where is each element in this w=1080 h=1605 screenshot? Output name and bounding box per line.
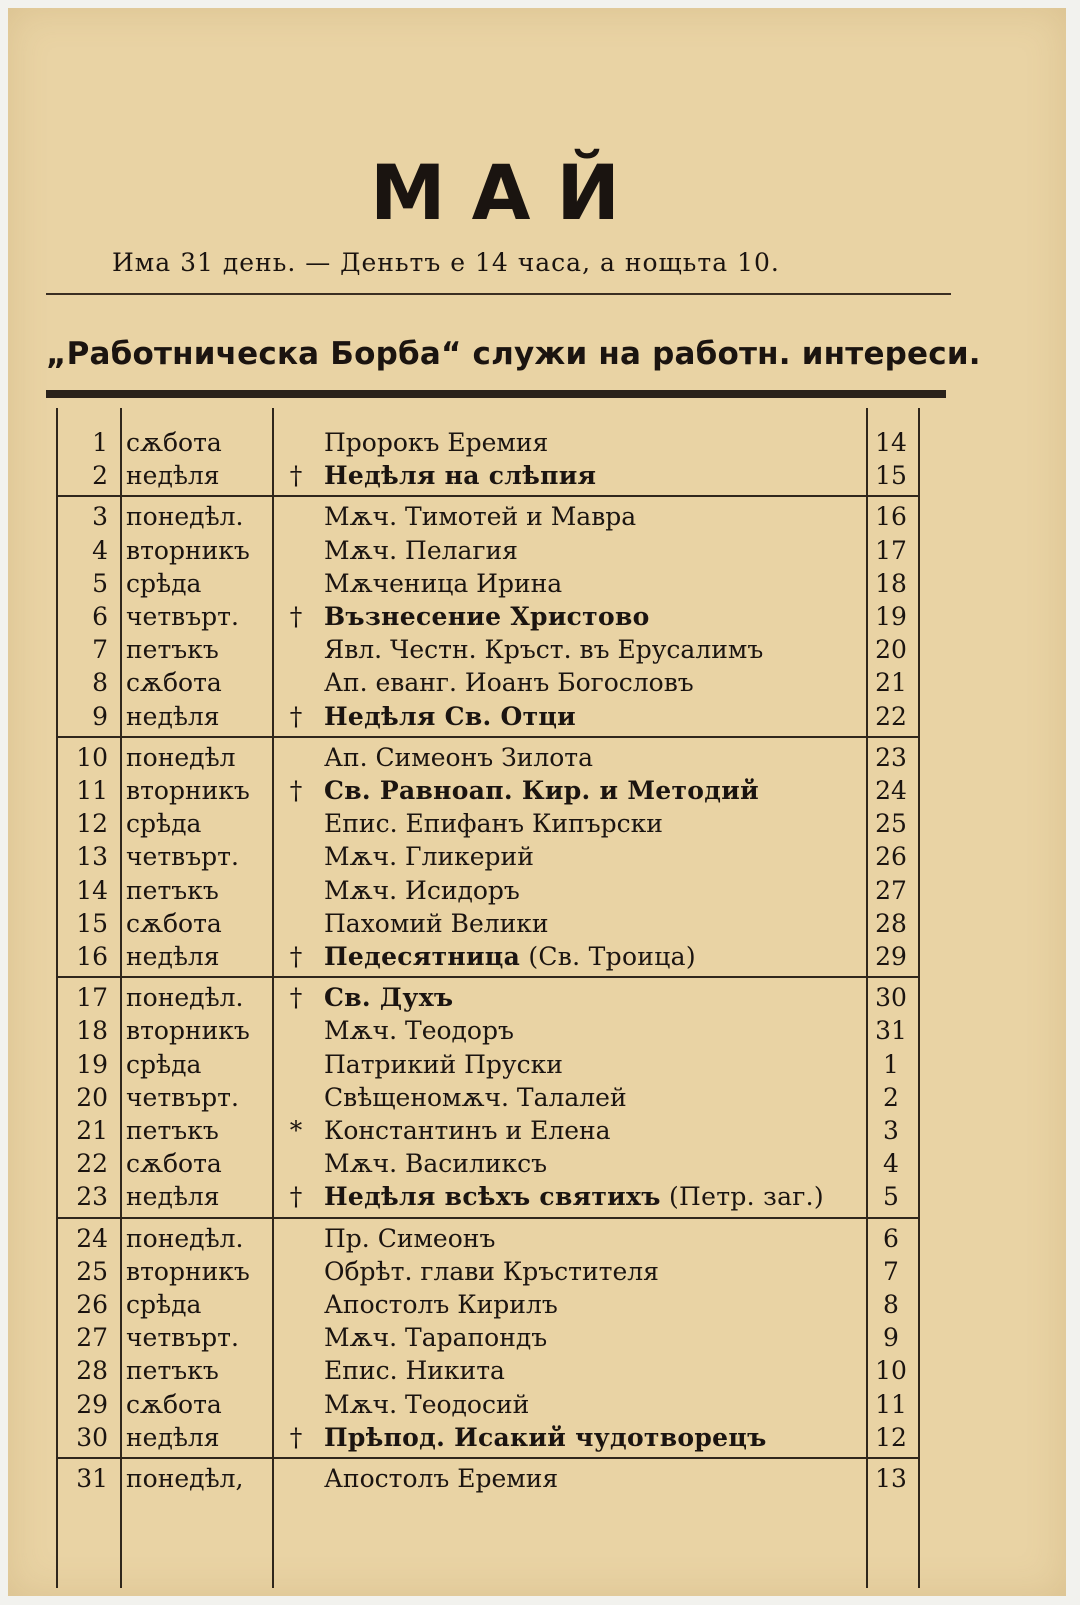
weekday: петъкъ	[126, 635, 219, 665]
weekday: недѣля	[126, 701, 220, 731]
weekday: сѫбота	[126, 1389, 222, 1419]
saint-text: Обрѣт. глави Кръстителя	[324, 1256, 659, 1286]
weekday: вторникъ	[126, 1256, 250, 1286]
saint-text: Св. Духъ	[324, 983, 454, 1013]
almanac-page	[8, 8, 1066, 1596]
cross-mark: †	[289, 701, 303, 731]
calendar-row	[56, 874, 948, 907]
day-number: 27	[76, 1323, 108, 1353]
calendar-row	[56, 1222, 948, 1255]
saint-text: Пр. Симеонъ	[324, 1223, 496, 1253]
calendar-row	[56, 1354, 948, 1387]
cross-mark: †	[289, 942, 303, 971]
saint-text: Патрикий Пруски	[324, 1049, 563, 1079]
weekday: недѣля	[126, 461, 220, 491]
day-number: 22	[76, 1149, 108, 1179]
saint-name	[324, 1421, 767, 1454]
day-number: 5	[92, 568, 108, 598]
saint-name	[324, 459, 596, 492]
saint-name	[324, 774, 759, 807]
weekday: недѣля	[126, 942, 220, 971]
saint-text: Мѫч. Тарапондъ	[324, 1323, 548, 1353]
calendar-row	[56, 633, 948, 666]
saint-name	[324, 1081, 627, 1114]
saint-suffix: (Св. Троица)	[520, 942, 696, 971]
old-style-date: 15	[875, 461, 907, 491]
motto: „Работническа Борба“ служи на работн. интереси.	[46, 336, 981, 372]
old-style-date: 30	[875, 983, 907, 1013]
saint-text: Ап. Симеонъ Зилота	[324, 742, 593, 772]
saint-text: Мѫч. Теодосий	[324, 1389, 530, 1419]
saint-name	[324, 500, 636, 533]
old-style-date: 5	[883, 1182, 899, 1212]
saint-text: Педесятница	[324, 942, 521, 971]
asterisk-mark: *	[289, 1116, 303, 1145]
weekday: срѣда	[126, 809, 202, 839]
day-number: 19	[76, 1049, 108, 1079]
saint-text: Св. Равноап. Кир. и Методий	[324, 776, 759, 805]
weekday: срѣда	[126, 1049, 202, 1079]
saint-name	[324, 567, 562, 600]
saint-name	[324, 534, 518, 567]
weekday: вторникъ	[126, 535, 250, 565]
calendar-row	[56, 500, 948, 533]
calendar-row	[56, 534, 948, 567]
saint-text: Недѣля Св. Отци	[324, 701, 577, 731]
weekday: понедѣл.	[126, 1223, 244, 1253]
calendar-row	[56, 907, 948, 940]
old-style-date: 18	[875, 568, 907, 598]
weekday: сѫбота	[126, 428, 222, 457]
old-style-date: 27	[875, 875, 907, 905]
saint-name	[324, 600, 650, 633]
weekday: вторникъ	[126, 1016, 250, 1046]
saint-text: Константинъ и Елена	[324, 1116, 611, 1145]
day-number: 9	[92, 701, 108, 731]
divider-line	[46, 293, 951, 295]
day-number: 14	[76, 875, 108, 905]
saint-text: Мѫч. Теодоръ	[324, 1016, 514, 1046]
saint-name	[324, 840, 534, 873]
page-title: МАЙ	[369, 148, 647, 237]
day-number: 29	[76, 1389, 108, 1419]
old-style-date: 26	[875, 842, 907, 872]
calendar-row	[56, 940, 948, 973]
saint-text: Апостолъ Кирилъ	[324, 1290, 558, 1319]
calendar-row	[56, 807, 948, 840]
saint-name	[324, 700, 576, 733]
month-info: Има 31 день. — Деньтъ е 14 часа, а нощьта 10.	[112, 248, 780, 277]
saint-name	[324, 633, 763, 666]
old-style-date: 19	[875, 602, 907, 631]
weekday: сѫбота	[126, 668, 222, 698]
saint-name	[324, 1147, 547, 1180]
old-style-date: 14	[875, 428, 907, 457]
calendar-row	[56, 1388, 948, 1421]
day-number: 2	[92, 461, 108, 491]
old-style-date: 25	[875, 809, 907, 839]
day-number: 13	[76, 842, 108, 872]
day-number: 10	[76, 742, 108, 772]
calendar-row	[56, 1014, 948, 1047]
weekday: вторникъ	[126, 776, 250, 805]
cross-mark: †	[289, 776, 303, 805]
saint-text: Ап. еванг. Иоанъ Богословъ	[324, 668, 694, 698]
old-style-date: 3	[883, 1116, 899, 1145]
day-number: 1	[92, 428, 108, 457]
day-number: 31	[76, 1464, 108, 1493]
calendar-row	[56, 1321, 948, 1354]
thick-divider	[46, 390, 946, 398]
calendar-row	[56, 1255, 948, 1288]
saint-text: Епис. Никита	[324, 1356, 505, 1386]
weekday: четвърт.	[126, 602, 239, 631]
weekday: петъкъ	[126, 1116, 219, 1145]
day-number: 12	[76, 809, 108, 839]
calendar-row	[56, 666, 948, 699]
weekday: понедѣл.	[126, 983, 244, 1013]
saint-name	[324, 940, 696, 973]
saint-name	[324, 1462, 558, 1495]
cross-mark: †	[289, 1422, 303, 1452]
saint-name	[324, 1180, 824, 1213]
old-style-date: 24	[875, 776, 907, 805]
saint-name	[324, 666, 694, 699]
saint-name	[324, 1288, 558, 1321]
saint-text: Мѫч. Тимотей и Мавра	[324, 502, 637, 532]
weekday: срѣда	[126, 568, 202, 598]
old-style-date: 4	[883, 1149, 899, 1179]
saint-text: Мѫченица Ирина	[324, 568, 563, 598]
weekday: понедѣл.	[126, 502, 244, 532]
calendar-row	[56, 1288, 948, 1321]
day-number: 11	[76, 776, 108, 805]
day-number: 26	[76, 1290, 108, 1319]
day-number: 7	[92, 635, 108, 665]
day-number: 17	[76, 983, 108, 1013]
old-style-date: 23	[875, 742, 907, 772]
saint-text: Възнесение Христово	[324, 602, 650, 631]
day-number: 23	[76, 1182, 108, 1212]
calendar-row	[56, 1081, 948, 1114]
saint-name	[324, 874, 520, 907]
day-number: 15	[76, 908, 108, 938]
saint-name	[324, 1354, 505, 1387]
cross-mark: †	[289, 461, 303, 491]
day-number: 18	[76, 1016, 108, 1046]
saint-name	[324, 1222, 495, 1255]
day-number: 21	[76, 1116, 108, 1145]
weekday: недѣля	[126, 1422, 220, 1452]
old-style-date: 2	[883, 1082, 899, 1112]
old-style-date: 1	[883, 1049, 899, 1079]
day-number: 4	[92, 535, 108, 565]
weekday: четвърт.	[126, 1323, 239, 1353]
old-style-date: 31	[875, 1016, 907, 1046]
week-separator	[56, 736, 918, 738]
old-style-date: 21	[875, 668, 907, 698]
day-number: 30	[76, 1422, 108, 1452]
old-style-date: 7	[883, 1256, 899, 1286]
saint-name	[324, 1321, 547, 1354]
calendar-row	[56, 741, 948, 774]
day-number: 28	[76, 1356, 108, 1386]
saint-name	[324, 907, 549, 940]
saint-text: Пророкъ Еремия	[324, 428, 549, 457]
weekday: петъкъ	[126, 1356, 219, 1386]
weekday: недѣля	[126, 1182, 220, 1212]
saint-text: Апостолъ Еремия	[324, 1464, 559, 1493]
saint-text: Пахомий Велики	[324, 908, 549, 938]
saint-name	[324, 1255, 659, 1288]
weekday: петъкъ	[126, 875, 219, 905]
saint-name	[324, 1048, 563, 1081]
calendar-row	[56, 981, 948, 1014]
week-separator	[56, 1217, 918, 1219]
old-style-date: 22	[875, 701, 907, 731]
weekday: четвърт.	[126, 842, 239, 872]
day-number: 24	[76, 1223, 108, 1253]
saint-text: Недѣля всѣхъ святихъ	[324, 1182, 661, 1212]
saint-name	[324, 1114, 611, 1147]
day-number: 25	[76, 1256, 108, 1286]
calendar-row	[56, 774, 948, 807]
saint-name	[324, 741, 593, 774]
saint-name	[324, 1388, 529, 1421]
weekday: сѫбота	[126, 908, 222, 938]
old-style-date: 9	[883, 1323, 899, 1353]
calendar-row	[56, 459, 948, 492]
saint-text: Мѫч. Гликерий	[324, 842, 534, 872]
saint-name	[324, 426, 548, 459]
day-number: 8	[92, 668, 108, 698]
old-style-date: 29	[875, 942, 907, 971]
old-style-date: 13	[875, 1464, 907, 1493]
calendar-row	[56, 426, 948, 459]
week-separator	[56, 495, 918, 497]
cross-mark: †	[289, 602, 303, 631]
old-style-date: 11	[875, 1389, 907, 1419]
calendar-row	[56, 1114, 948, 1147]
calendar-row	[56, 1421, 948, 1454]
old-style-date: 10	[875, 1356, 907, 1386]
saint-text: Прѣпод. Исакий чудотворецъ	[324, 1422, 767, 1452]
day-number: 20	[76, 1082, 108, 1112]
saint-text: Явл. Честн. Кръст. въ Ерусалимъ	[324, 635, 764, 665]
week-separator	[56, 1457, 918, 1459]
calendar-row	[56, 700, 948, 733]
saint-text: Мѫч. Исидоръ	[324, 875, 520, 905]
old-style-date: 20	[875, 635, 907, 665]
calendar-row	[56, 1048, 948, 1081]
old-style-date: 16	[875, 502, 907, 532]
calendar-row	[56, 840, 948, 873]
calendar-row	[56, 1180, 948, 1213]
weekday: сѫбота	[126, 1149, 222, 1179]
old-style-date: 8	[883, 1290, 899, 1319]
old-style-date: 28	[875, 908, 907, 938]
old-style-date: 17	[875, 535, 907, 565]
saint-text: Епис. Епифанъ Кипърски	[324, 809, 663, 839]
saint-text: Мѫч. Пелагия	[324, 535, 518, 565]
calendar-row	[56, 1147, 948, 1180]
cross-mark: †	[289, 983, 303, 1013]
weekday: срѣда	[126, 1290, 202, 1319]
cross-mark: †	[289, 1182, 303, 1212]
weekday: четвърт.	[126, 1082, 239, 1112]
saint-name	[324, 1014, 514, 1047]
calendar-row	[56, 600, 948, 633]
saint-suffix: (Петр. заг.)	[660, 1182, 824, 1212]
weekday: понедѣл	[126, 742, 236, 772]
day-number: 6	[92, 602, 108, 631]
old-style-date: 12	[875, 1422, 907, 1452]
calendar-row	[56, 1462, 948, 1495]
calendar-table	[56, 408, 948, 1593]
calendar-row	[56, 567, 948, 600]
saint-name	[324, 981, 453, 1014]
saint-text: Свѣщеномѫч. Талалей	[324, 1082, 627, 1112]
weekday: понедѣл,	[126, 1464, 244, 1493]
saint-text: Недѣля на слѣпия	[324, 461, 597, 491]
week-separator	[56, 976, 918, 978]
day-number: 3	[92, 502, 108, 532]
day-number: 16	[76, 942, 108, 971]
saint-text: Мѫч. Василиксъ	[324, 1149, 548, 1179]
old-style-date: 6	[883, 1223, 899, 1253]
saint-name	[324, 807, 663, 840]
